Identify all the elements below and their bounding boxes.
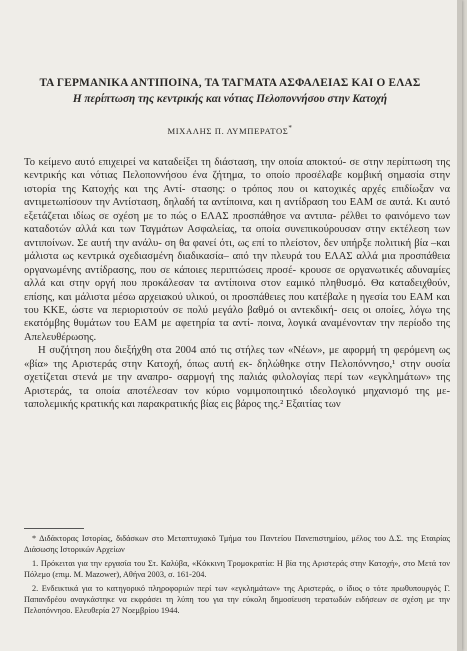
footnote-1: 1. Πρόκειται για την εργασία του Στ. Καλύβα, «Κόκκινη Τρομοκρατία: Η βία της Αριστεράς στην Κατοχή», στο Μετά τον Πόλεμο (επιμ. Μ. Mazower), Αθήνα 2003, σ. 161-204. bbox=[24, 559, 450, 579]
article-body bbox=[24, 156, 450, 412]
article-subtitle: Η περίπτωση της κεντρικής και νότιας Πελοποννήσου στην Κατοχή bbox=[72, 93, 388, 105]
page-edge bbox=[457, 0, 462, 651]
footnote-divider bbox=[24, 528, 84, 529]
author-name: ΜΙΧΑΛΗΣ Π. ΛΥΜΠΕΡΑΤΟΣ bbox=[167, 125, 289, 136]
footnote-2: 2. Ενδεικτικά για το κατηγορικό πληροφοριών περί των «εγκλημάτων» της Αριστεράς, ο ίδιος ο τότε πρωθυπουργός Γ. Παπανδρέου αναγκάστηκε να εκφράσει τη λύπη του για την εύκολη δημοσίευση τερατωδών ειδήσεων σε σχέση με την Πελοπόννησο. Ελευθερία 27 Νοεμβρίου 1944. bbox=[24, 584, 450, 615]
article-header bbox=[14, 76, 446, 137]
footnote-author: * Διδάκτορας Ιστορίας, διδάσκων στο Μεταπτυχιακό Τμήμα του Παντείου Πανεπιστημίου, μέλος του Δ.Σ. της Εταιρίας Διάσωσης Ιστορικών Αρχείων bbox=[24, 534, 450, 554]
footnotes bbox=[24, 534, 450, 620]
body-paragraph-2: Η συζήτηση που διεξήχθη στα 2004 από τις στήλες των «Νέων», με αφορμή τη φερόμενη ως «βία» της Αριστεράς στην Κατοχή, όπως αυτή εκ- δηλώθηκε στην Πελοπόννησο,¹ στην ουσία σχετίζεται στενά με την αναπρο- σαρμογή της παλιάς φιλολογίας περί των «εγκλημάτων» της Αριστεράς, τα οποία αποτέλεσαν τον κύριο νομιμοποιητικό ιδεολογικό μηχανισμό της με- ταπολεμικής κρατικής και παρακρατικής βίας εις βάρος της.² Εξαιτίας των bbox=[24, 345, 450, 411]
body-paragraph-1: Το κείμενο αυτό επιχειρεί να καταδείξει τη διάσταση, την οποία αποκτού- σε στην περίπτωση της κεντρικής και νότιας Πελοποννήσου ένα ζήτημα, το οποίο προσέλαβε κομβική σημασία στην ιστορία της Κατοχής και της Αντί- στασης: ο τρόπος που οι κατοχικές αρχές επιδίωξαν να αντιμετωπίσουν την Αντίσταση, δηλαδή τα αντίποινα, και η αντίδραση του ΕΑΜ σε αυτά. Κι αυτό εξετάζεται ιδίως σε σχέση με το πώς ο ΕΛΑΣ προσπάθησε να αντιπα- ρέλθει το φαινόμενο των καταδοτών αλλά και των Ταγμάτων Ασφαλείας, τα οποία συνεπικούρουσαν στην εκτέλεση των αντιποίνων. Σε αυτή την ανάλυ- ση θα φανεί ότι, ως επί το πλείστον, δεν υπήρξε πολιτική βία –και μάλιστα ως κεντρικά σχεδιασμένη διαδικασία– από την πλευρά του ΕΛΑΣ αλλά μια προσπάθεια οργανωμένης αντίδρασης, που σε κάποιες περιπτώσεις προσέ- κρουσε σε οργανωτικές αδυναμίες αλλά και στην οργή που προκάλεσαν τα αντίποινα στον εαμικό πληθυσμό. Θα καταδειχθούν, επίσης, και μάλιστα μέσω αρχειακού υλικού, οι προσπάθειες που κατέβαλε η ηγεσία του ΕΑΜ και του ΚΚΕ, ώστε να περιοριστούν σε πολύ μεγάλο βαθμό οι αντεκδική- σεις οι οποίες, λόγω της εκατόμβης θυμάτων του ΕΑΜ με αφετηρία τα αντί- ποινα, λογικά αναμένονταν την περίοδο της Απελευθέρωσης. bbox=[24, 157, 450, 343]
article-title: ΤΑ ΓΕΡΜΑΝΙΚΑ ΑΝΤΙΠΟΙΝΑ, ΤΑ ΤΑΓΜΑΤΑ ΑΣΦΑΛΕΙΑΣ ΚΑΙ Ο ΕΛΑΣ bbox=[39, 77, 421, 89]
author-footnote-mark: * bbox=[288, 124, 293, 132]
author-line bbox=[14, 123, 446, 137]
